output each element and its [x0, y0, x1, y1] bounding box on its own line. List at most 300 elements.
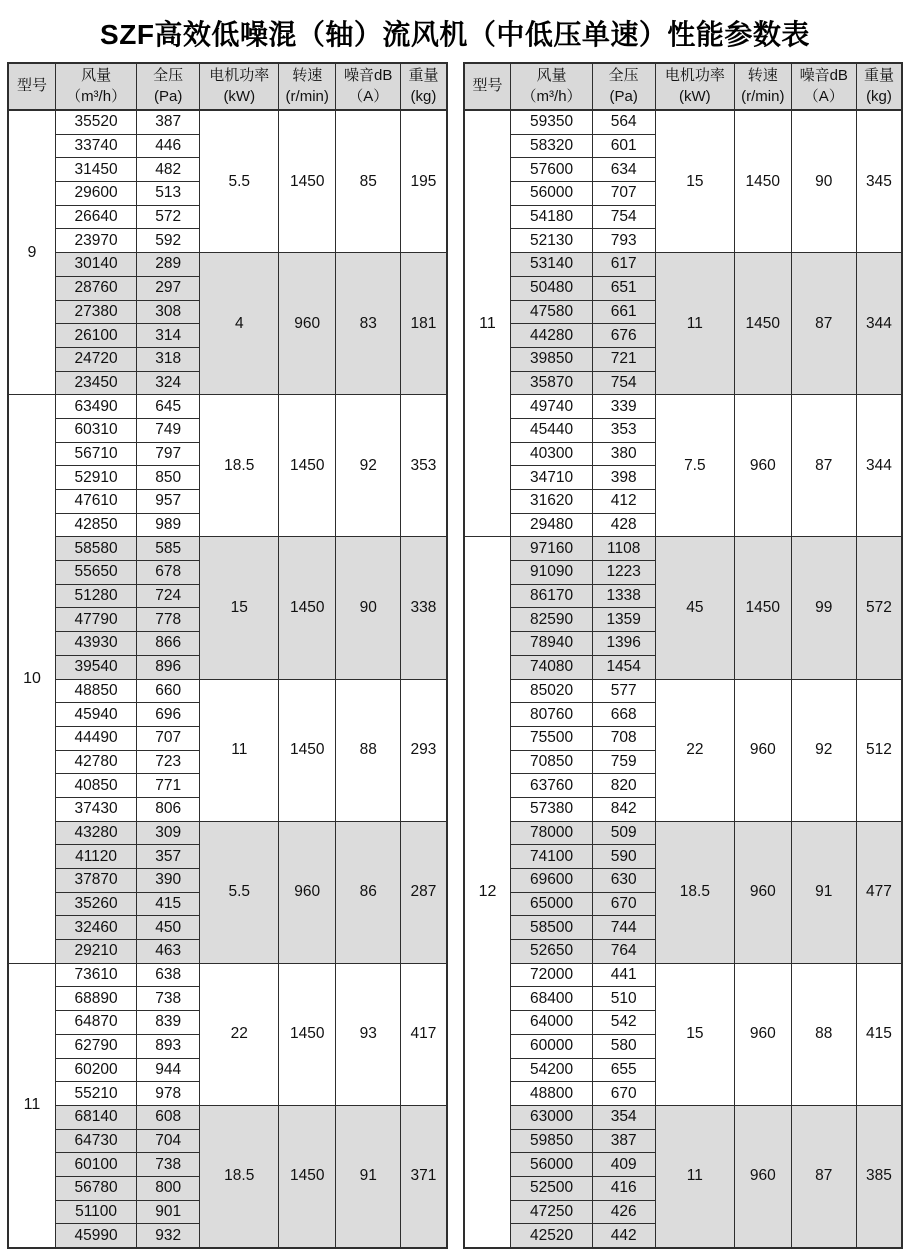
col-header-weight-line: (kg) — [866, 87, 892, 105]
cell-pressure: 577 — [592, 679, 655, 703]
cell-pressure: 412 — [592, 490, 655, 514]
table-row — [8, 1105, 447, 1129]
cell-pressure: 708 — [592, 726, 655, 750]
cell-airflow: 56000 — [511, 1153, 592, 1177]
cell-weight: 417 — [401, 963, 447, 1105]
cell-airflow: 47580 — [511, 300, 592, 324]
table-row — [464, 963, 903, 987]
cell-weight: 572 — [856, 537, 902, 679]
cell-pressure: 754 — [592, 205, 655, 229]
cell-airflow: 47790 — [55, 608, 136, 632]
cell-pressure: 446 — [137, 134, 200, 158]
cell-pressure: 660 — [137, 679, 200, 703]
cell-airflow: 32460 — [55, 916, 136, 940]
cell-weight: 415 — [856, 963, 902, 1105]
col-header-airflow — [511, 63, 592, 110]
cell-pressure: 820 — [592, 774, 655, 798]
table-row — [464, 821, 903, 845]
col-header-power-line: 电机功率 — [664, 67, 725, 85]
cell-pressure: 704 — [137, 1129, 200, 1153]
cell-airflow: 26640 — [55, 205, 136, 229]
cell-pressure: 592 — [137, 229, 200, 253]
cell-airflow: 55650 — [55, 561, 136, 585]
cell-speed: 1450 — [279, 963, 336, 1105]
cell-pressure: 630 — [592, 869, 655, 893]
cell-pressure: 638 — [137, 963, 200, 987]
cell-pressure: 513 — [137, 182, 200, 206]
cell-pressure: 1108 — [592, 537, 655, 561]
cell-pressure: 390 — [137, 869, 200, 893]
table-row — [8, 679, 447, 703]
cell-noise: 85 — [336, 110, 401, 253]
cell-airflow: 54200 — [511, 1058, 592, 1082]
cell-pressure: 1338 — [592, 584, 655, 608]
cell-pressure: 738 — [137, 1153, 200, 1177]
cell-pressure: 357 — [137, 845, 200, 869]
cell-weight: 181 — [401, 253, 447, 395]
cell-airflow: 40850 — [55, 774, 136, 798]
col-header-noise — [336, 63, 401, 110]
cell-weight: 345 — [856, 110, 902, 253]
col-header-weight — [856, 63, 902, 110]
cell-airflow: 60310 — [55, 418, 136, 442]
cell-power: 11 — [655, 1105, 734, 1248]
cell-airflow: 63000 — [511, 1105, 592, 1129]
cell-airflow: 39850 — [511, 347, 592, 371]
cell-pressure: 409 — [592, 1153, 655, 1177]
cell-pressure: 749 — [137, 418, 200, 442]
col-header-airflow-line: 风量 — [81, 67, 112, 85]
cell-power: 15 — [200, 537, 279, 679]
cell-pressure: 651 — [592, 276, 655, 300]
cell-pressure: 590 — [592, 845, 655, 869]
cell-pressure: 509 — [592, 821, 655, 845]
cell-airflow: 60100 — [55, 1153, 136, 1177]
cell-power: 11 — [655, 253, 734, 395]
cell-noise: 87 — [791, 253, 856, 395]
cell-airflow: 56710 — [55, 442, 136, 466]
cell-pressure: 661 — [592, 300, 655, 324]
cell-pressure: 839 — [137, 1011, 200, 1035]
cell-noise: 88 — [791, 963, 856, 1105]
col-header-speed — [735, 63, 792, 110]
cell-airflow: 26100 — [55, 324, 136, 348]
cell-pressure: 353 — [592, 418, 655, 442]
cell-airflow: 54180 — [511, 205, 592, 229]
cell-airflow: 33740 — [55, 134, 136, 158]
cell-pressure: 324 — [137, 371, 200, 395]
cell-airflow: 29210 — [55, 940, 136, 964]
cell-airflow: 42780 — [55, 750, 136, 774]
cell-pressure: 1396 — [592, 632, 655, 656]
cell-airflow: 35520 — [55, 110, 136, 134]
col-header-speed-line: (r/min) — [741, 87, 785, 105]
cell-noise: 83 — [336, 253, 401, 395]
cell-weight: 195 — [401, 110, 447, 253]
cell-power: 22 — [655, 679, 734, 821]
col-header-model-line: 型号 — [472, 77, 503, 95]
table-row — [8, 253, 447, 277]
cell-speed: 960 — [735, 821, 792, 963]
cell-airflow: 58580 — [55, 537, 136, 561]
cell-airflow: 43280 — [55, 821, 136, 845]
cell-airflow: 44280 — [511, 324, 592, 348]
cell-pressure: 842 — [592, 797, 655, 821]
cell-pressure: 896 — [137, 655, 200, 679]
cell-pressure: 668 — [592, 703, 655, 727]
cell-power: 45 — [655, 537, 734, 679]
cell-airflow: 97160 — [511, 537, 592, 561]
cell-pressure: 771 — [137, 774, 200, 798]
cell-pressure: 482 — [137, 158, 200, 182]
cell-pressure: 778 — [137, 608, 200, 632]
cell-airflow: 50480 — [511, 276, 592, 300]
cell-airflow: 52910 — [55, 466, 136, 490]
cell-airflow: 48800 — [511, 1082, 592, 1106]
col-header-power — [200, 63, 279, 110]
cell-pressure: 696 — [137, 703, 200, 727]
cell-pressure: 398 — [592, 466, 655, 490]
col-header-model — [464, 63, 511, 110]
table-row — [8, 821, 447, 845]
cell-pressure: 608 — [137, 1105, 200, 1129]
cell-airflow: 64000 — [511, 1011, 592, 1035]
cell-airflow: 42520 — [511, 1224, 592, 1248]
cell-airflow: 45940 — [55, 703, 136, 727]
cell-airflow: 28760 — [55, 276, 136, 300]
cell-pressure: 354 — [592, 1105, 655, 1129]
cell-airflow: 47610 — [55, 490, 136, 514]
cell-airflow: 58500 — [511, 916, 592, 940]
cell-power: 18.5 — [200, 395, 279, 537]
cell-speed: 960 — [735, 395, 792, 537]
cell-pressure: 901 — [137, 1200, 200, 1224]
cell-noise: 86 — [336, 821, 401, 963]
cell-pressure: 800 — [137, 1176, 200, 1200]
cell-noise: 92 — [791, 679, 856, 821]
col-header-pressure-line: (Pa) — [609, 87, 638, 105]
cell-pressure: 655 — [592, 1058, 655, 1082]
cell-airflow: 74100 — [511, 845, 592, 869]
cell-pressure: 601 — [592, 134, 655, 158]
cell-pressure: 866 — [137, 632, 200, 656]
cell-power: 7.5 — [655, 395, 734, 537]
cell-pressure: 1359 — [592, 608, 655, 632]
cell-power: 5.5 — [200, 110, 279, 253]
cell-pressure: 572 — [137, 205, 200, 229]
cell-pressure: 759 — [592, 750, 655, 774]
col-header-model-line: 型号 — [16, 77, 47, 95]
cell-speed: 1450 — [279, 537, 336, 679]
cell-weight: 293 — [401, 679, 447, 821]
table-row — [464, 253, 903, 277]
col-header-weight-line: 重量 — [408, 67, 439, 85]
cell-airflow: 51280 — [55, 584, 136, 608]
cell-pressure: 339 — [592, 395, 655, 419]
cell-pressure: 415 — [137, 892, 200, 916]
col-header-speed — [279, 63, 336, 110]
tables-container — [0, 62, 910, 1249]
cell-airflow: 41120 — [55, 845, 136, 869]
cell-airflow: 45440 — [511, 418, 592, 442]
cell-airflow: 72000 — [511, 963, 592, 987]
cell-noise: 87 — [791, 1105, 856, 1248]
cell-pressure: 289 — [137, 253, 200, 277]
table-row — [8, 963, 447, 987]
cell-weight: 371 — [401, 1105, 447, 1248]
cell-airflow: 60200 — [55, 1058, 136, 1082]
cell-airflow: 27380 — [55, 300, 136, 324]
cell-pressure: 387 — [137, 110, 200, 134]
cell-airflow: 53140 — [511, 253, 592, 277]
cell-airflow: 45990 — [55, 1224, 136, 1248]
cell-speed: 1450 — [735, 537, 792, 679]
col-header-model — [8, 63, 55, 110]
page-title: SZF高效低噪混（轴）流风机（中低压单速）性能参数表 — [100, 19, 810, 50]
cell-pressure: 989 — [137, 513, 200, 537]
cell-pressure: 893 — [137, 1034, 200, 1058]
cell-model: 9 — [8, 110, 55, 395]
cell-airflow: 78000 — [511, 821, 592, 845]
cell-airflow: 68400 — [511, 987, 592, 1011]
cell-pressure: 645 — [137, 395, 200, 419]
cell-airflow: 56000 — [511, 182, 592, 206]
col-header-weight-line: 重量 — [863, 67, 894, 85]
cell-airflow: 64870 — [55, 1011, 136, 1035]
cell-pressure: 416 — [592, 1176, 655, 1200]
cell-airflow: 59350 — [511, 110, 592, 134]
cell-airflow: 68890 — [55, 987, 136, 1011]
cell-speed: 1450 — [279, 679, 336, 821]
cell-airflow: 69600 — [511, 869, 592, 893]
cell-airflow: 52500 — [511, 1176, 592, 1200]
cell-power: 18.5 — [200, 1105, 279, 1248]
cell-model: 12 — [464, 537, 511, 1248]
col-header-airflow — [55, 63, 136, 110]
cell-speed: 1450 — [735, 253, 792, 395]
col-header-weight-line: (kg) — [410, 87, 437, 105]
cell-noise: 88 — [336, 679, 401, 821]
cell-airflow: 42850 — [55, 513, 136, 537]
cell-pressure: 764 — [592, 940, 655, 964]
col-header-noise-line: 噪音dB — [799, 67, 848, 85]
table-row — [464, 679, 903, 703]
cell-airflow: 29600 — [55, 182, 136, 206]
cell-pressure: 1223 — [592, 561, 655, 585]
cell-pressure: 738 — [137, 987, 200, 1011]
cell-pressure: 387 — [592, 1129, 655, 1153]
fan-table-left — [7, 62, 448, 1249]
cell-pressure: 542 — [592, 1011, 655, 1035]
col-header-pressure-line: 全压 — [153, 67, 184, 85]
cell-power: 11 — [200, 679, 279, 821]
col-header-noise — [791, 63, 856, 110]
cell-airflow: 58320 — [511, 134, 592, 158]
cell-airflow: 39540 — [55, 655, 136, 679]
cell-airflow: 52650 — [511, 940, 592, 964]
cell-model: 11 — [464, 110, 511, 537]
cell-pressure: 428 — [592, 513, 655, 537]
col-header-power-line: 电机功率 — [209, 67, 270, 85]
cell-noise: 87 — [791, 395, 856, 537]
cell-airflow: 40300 — [511, 442, 592, 466]
cell-speed: 960 — [279, 821, 336, 963]
table-row — [464, 110, 903, 134]
cell-airflow: 57380 — [511, 797, 592, 821]
cell-pressure: 585 — [137, 537, 200, 561]
fan-table-right — [463, 62, 904, 1249]
cell-pressure: 676 — [592, 324, 655, 348]
cell-pressure: 380 — [592, 442, 655, 466]
cell-pressure: 318 — [137, 347, 200, 371]
cell-airflow: 35260 — [55, 892, 136, 916]
cell-weight: 512 — [856, 679, 902, 821]
cell-weight: 385 — [856, 1105, 902, 1248]
col-header-power — [655, 63, 734, 110]
table-row — [464, 395, 903, 419]
cell-pressure: 978 — [137, 1082, 200, 1106]
cell-weight: 477 — [856, 821, 902, 963]
cell-airflow: 82590 — [511, 608, 592, 632]
cell-pressure: 797 — [137, 442, 200, 466]
cell-pressure: 707 — [137, 726, 200, 750]
cell-airflow: 30140 — [55, 253, 136, 277]
col-header-noise-line: （A） — [803, 87, 844, 105]
cell-noise: 93 — [336, 963, 401, 1105]
col-header-pressure-line: (Pa) — [153, 87, 183, 105]
cell-speed: 1450 — [279, 1105, 336, 1248]
cell-airflow: 57600 — [511, 158, 592, 182]
cell-airflow: 52130 — [511, 229, 592, 253]
cell-noise: 91 — [336, 1105, 401, 1248]
cell-model: 10 — [8, 395, 55, 964]
cell-pressure: 957 — [137, 490, 200, 514]
cell-pressure: 1454 — [592, 655, 655, 679]
table-row — [8, 110, 447, 134]
cell-power: 4 — [200, 253, 279, 395]
cell-power: 18.5 — [655, 821, 734, 963]
col-header-airflow-line: 风量 — [536, 67, 567, 85]
col-header-airflow-line: （m³/h） — [66, 87, 127, 105]
cell-airflow: 29480 — [511, 513, 592, 537]
cell-power: 5.5 — [200, 821, 279, 963]
cell-airflow: 51100 — [55, 1200, 136, 1224]
cell-pressure: 721 — [592, 347, 655, 371]
cell-pressure: 744 — [592, 916, 655, 940]
cell-power: 22 — [200, 963, 279, 1105]
col-header-weight — [401, 63, 447, 110]
table-row — [464, 537, 903, 561]
cell-airflow: 23970 — [55, 229, 136, 253]
cell-speed: 1450 — [279, 110, 336, 253]
cell-airflow: 74080 — [511, 655, 592, 679]
cell-airflow: 44490 — [55, 726, 136, 750]
cell-pressure: 510 — [592, 987, 655, 1011]
cell-weight: 344 — [856, 395, 902, 537]
cell-airflow: 65000 — [511, 892, 592, 916]
cell-airflow: 48850 — [55, 679, 136, 703]
cell-airflow: 78940 — [511, 632, 592, 656]
cell-pressure: 297 — [137, 276, 200, 300]
cell-weight: 353 — [401, 395, 447, 537]
cell-airflow: 60000 — [511, 1034, 592, 1058]
cell-noise: 99 — [791, 537, 856, 679]
cell-speed: 1450 — [279, 395, 336, 537]
cell-pressure: 463 — [137, 940, 200, 964]
cell-airflow: 70850 — [511, 750, 592, 774]
cell-airflow: 68140 — [55, 1105, 136, 1129]
col-header-pressure-line: 全压 — [608, 67, 639, 85]
cell-pressure: 580 — [592, 1034, 655, 1058]
cell-pressure: 308 — [137, 300, 200, 324]
table-row — [464, 1105, 903, 1129]
table-row — [8, 537, 447, 561]
table-row — [8, 395, 447, 419]
cell-airflow: 63490 — [55, 395, 136, 419]
col-header-speed-line: (r/min) — [285, 87, 329, 105]
cell-pressure: 670 — [592, 892, 655, 916]
cell-airflow: 91090 — [511, 561, 592, 585]
col-header-speed-line: 转速 — [747, 67, 778, 85]
cell-weight: 338 — [401, 537, 447, 679]
cell-airflow: 80760 — [511, 703, 592, 727]
col-header-airflow-line: （m³/h） — [521, 87, 582, 105]
cell-airflow: 56780 — [55, 1176, 136, 1200]
cell-airflow: 37430 — [55, 797, 136, 821]
cell-power: 15 — [655, 963, 734, 1105]
cell-weight: 344 — [856, 253, 902, 395]
cell-pressure: 670 — [592, 1082, 655, 1106]
cell-airflow: 55210 — [55, 1082, 136, 1106]
cell-pressure: 932 — [137, 1224, 200, 1248]
cell-airflow: 75500 — [511, 726, 592, 750]
cell-speed: 960 — [735, 963, 792, 1105]
cell-pressure: 754 — [592, 371, 655, 395]
cell-airflow: 43930 — [55, 632, 136, 656]
cell-pressure: 944 — [137, 1058, 200, 1082]
cell-airflow: 73610 — [55, 963, 136, 987]
cell-pressure: 724 — [137, 584, 200, 608]
cell-speed: 960 — [735, 679, 792, 821]
cell-model: 11 — [8, 963, 55, 1248]
cell-airflow: 49740 — [511, 395, 592, 419]
cell-pressure: 442 — [592, 1224, 655, 1248]
cell-pressure: 426 — [592, 1200, 655, 1224]
cell-pressure: 806 — [137, 797, 200, 821]
col-header-pressure — [592, 63, 655, 110]
cell-airflow: 62790 — [55, 1034, 136, 1058]
cell-pressure: 441 — [592, 963, 655, 987]
cell-airflow: 85020 — [511, 679, 592, 703]
cell-speed: 1450 — [735, 110, 792, 253]
col-header-power-line: (kW) — [679, 87, 711, 105]
cell-pressure: 450 — [137, 916, 200, 940]
cell-airflow: 37870 — [55, 869, 136, 893]
cell-airflow: 24720 — [55, 347, 136, 371]
cell-pressure: 707 — [592, 182, 655, 206]
cell-pressure: 617 — [592, 253, 655, 277]
cell-power: 15 — [655, 110, 734, 253]
cell-airflow: 35870 — [511, 371, 592, 395]
cell-weight: 287 — [401, 821, 447, 963]
col-header-power-line: (kW) — [223, 87, 256, 105]
cell-pressure: 314 — [137, 324, 200, 348]
cell-airflow: 59850 — [511, 1129, 592, 1153]
cell-airflow: 47250 — [511, 1200, 592, 1224]
cell-noise: 92 — [336, 395, 401, 537]
cell-airflow: 86170 — [511, 584, 592, 608]
cell-pressure: 634 — [592, 158, 655, 182]
